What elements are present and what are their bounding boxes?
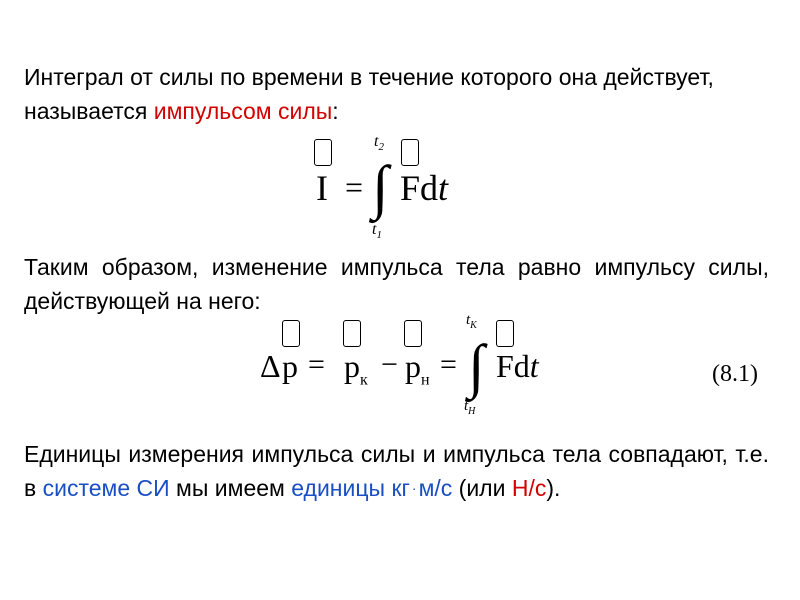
delta-symbol: Δ <box>260 348 281 384</box>
colon: : <box>332 98 339 124</box>
vector-arrow-icon <box>401 139 419 166</box>
term-impulse-of-force: импульсом силы <box>153 98 333 124</box>
paragraph-units <box>24 437 769 508</box>
equation-number: (8.1) <box>712 361 758 387</box>
paragraph-momentum-change <box>24 250 769 318</box>
term-si-system: системе СИ <box>42 475 170 501</box>
vector-arrow-icon <box>314 139 332 166</box>
units-text-part1: Единицы измерения импульса силы и импульса тела совпадают, т.е. в <box>24 441 769 501</box>
vector-arrow-icon <box>343 320 361 347</box>
units-text-part3: (или <box>458 475 512 501</box>
equals-sign: = <box>308 348 325 381</box>
paragraph-impulse-definition <box>24 60 769 128</box>
upper-limit: $t_2$ <box>374 133 384 154</box>
formula-momentum-change <box>260 310 560 420</box>
equals-sign: = <box>440 348 457 381</box>
final-momentum: $p_к$ <box>344 348 368 389</box>
definition-text: Интеграл от силы по времени в течение которого она действует, называется <box>24 64 714 124</box>
formula-impulse-of-force <box>300 135 470 245</box>
term-units-kg: единицы кг <box>291 475 410 501</box>
term-alt-units: Н/с <box>511 475 547 501</box>
units-text-part4: ). <box>546 475 561 501</box>
term-units-ms: м/с <box>418 475 453 501</box>
integral-sign: ∫ <box>372 154 389 220</box>
impulse-symbol: I <box>316 168 328 208</box>
vector-arrow-icon <box>496 320 514 347</box>
integral-sign: ∫ <box>468 333 485 399</box>
upper-limit: $t_K$ <box>466 312 477 331</box>
minus-sign: − <box>381 348 398 381</box>
momentum-symbol: p <box>282 348 298 384</box>
lower-limit: $t_1$ <box>372 221 382 242</box>
vector-arrow-icon <box>282 320 300 347</box>
lower-limit: $t_H$ <box>464 398 476 417</box>
initial-momentum: $p_н$ <box>405 348 430 389</box>
vector-arrow-icon <box>404 320 422 347</box>
integrand: Fdt <box>496 348 539 384</box>
integrand: Fdt <box>400 168 449 208</box>
units-text-part2: мы имеем <box>169 475 292 501</box>
momentum-change-text: Таким образом, изменение импульса тела равно импульсу силы, действующей на него: <box>24 254 769 314</box>
equals-sign: = <box>345 169 364 205</box>
multiplication-dot: · <box>411 480 417 496</box>
